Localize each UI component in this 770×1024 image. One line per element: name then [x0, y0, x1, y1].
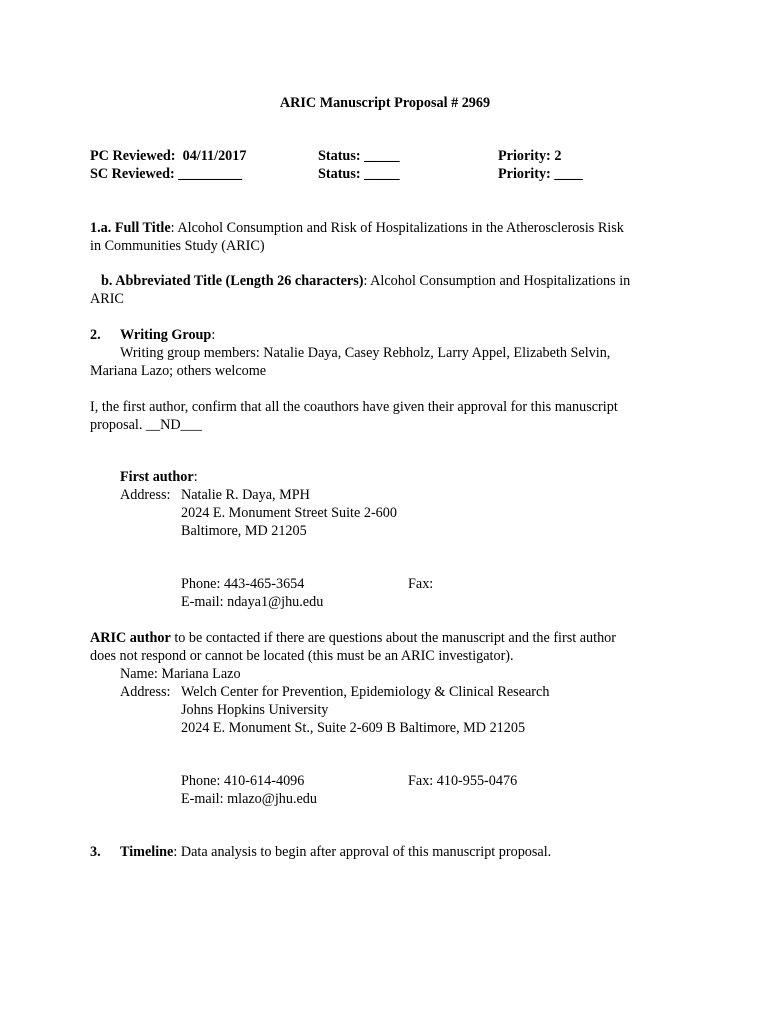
- first-author-fax: Fax:: [408, 576, 434, 592]
- aric-author-text: to be contacted if there are questions about the manuscript and the first author: [170, 630, 616, 646]
- aric-author-address-line1: Welch Center for Prevention, Epidemiology & Clinical Research: [181, 684, 550, 700]
- first-author-address-line1: Natalie R. Daya, MPH: [181, 487, 310, 503]
- abbrev-title-line1: [101, 272, 630, 290]
- aric-author-label: ARIC author: [90, 630, 171, 646]
- writing-group-heading: [120, 326, 215, 344]
- full-title-label: 1.a. Full Title: [90, 220, 171, 236]
- first-author-address-line3: Baltimore, MD 21205: [181, 523, 307, 539]
- pc-reviewed-label: PC Reviewed:: [90, 148, 176, 164]
- first-author-phone: Phone: 443-465-3654: [181, 576, 305, 592]
- full-title-line2: in Communities Study (ARIC): [90, 238, 265, 254]
- writing-group-members-line2: Mariana Lazo; others welcome: [90, 363, 267, 379]
- timeline-text: : Data analysis to begin after approval of this manuscript proposal.: [173, 844, 552, 860]
- aric-author-address-line2: Johns Hopkins University: [181, 702, 329, 718]
- aric-author-line1: [90, 629, 616, 647]
- aric-author-email: E-mail: mlazo@jhu.edu: [181, 791, 317, 807]
- document-title: ARIC Manuscript Proposal # 2969: [279, 95, 491, 111]
- full-title-line1: [90, 219, 624, 237]
- confirm-line2: proposal. __ND___: [90, 417, 202, 433]
- pc-reviewed: [90, 147, 246, 165]
- aric-author-address-line3: 2024 E. Monument St., Suite 2-609 B Baltimore, MD 21205: [181, 720, 526, 736]
- aric-author-phone: Phone: 410-614-4096: [181, 773, 305, 789]
- timeline-label: Timeline: [120, 844, 174, 860]
- abbrev-title-line2: ARIC: [90, 291, 124, 307]
- timeline-number: 3.: [90, 844, 101, 860]
- pc-status: Status: _____: [318, 148, 400, 164]
- first-author-email: E-mail: ndaya1@jhu.edu: [181, 594, 324, 610]
- confirm-line1: I, the first author, confirm that all the coauthors have given their approval for this manuscript: [90, 399, 618, 415]
- writing-group-label: Writing Group: [120, 327, 212, 343]
- pc-reviewed-value: 04/11/2017: [182, 148, 247, 164]
- full-title-text: : Alcohol Consumption and Risk of Hospitalizations in the Atherosclerosis Risk: [170, 220, 624, 236]
- writing-group-colon: :: [211, 327, 216, 343]
- aric-author-name: Name: Mariana Lazo: [120, 666, 241, 682]
- sc-status: Status: _____: [318, 166, 400, 182]
- first-author-colon: :: [193, 469, 198, 485]
- writing-group-members-line1: Writing group members: Natalie Daya, Casey Rebholz, Larry Appel, Elizabeth Selvin,: [120, 345, 611, 361]
- first-author-label: First author: [120, 469, 194, 485]
- first-author-address-line2: 2024 E. Monument Street Suite 2-600: [181, 505, 397, 521]
- sc-reviewed: SC Reviewed: _________: [90, 166, 243, 182]
- aric-author-address-label: Address:: [120, 684, 171, 700]
- abbrev-title-label: b. Abbreviated Title (Length 26 characters): [101, 273, 364, 289]
- timeline-line: [120, 843, 551, 861]
- abbrev-title-text: : Alcohol Consumption and Hospitalizations in: [363, 273, 631, 289]
- sc-priority: Priority: ____: [498, 166, 583, 182]
- aric-author-line2: does not respond or cannot be located (this must be an ARIC investigator).: [90, 648, 514, 664]
- pc-priority: Priority: 2: [498, 148, 562, 164]
- first-author-address-label: Address:: [120, 487, 171, 503]
- first-author-heading: [120, 468, 198, 486]
- aric-author-fax: Fax: 410-955-0476: [408, 773, 518, 789]
- writing-group-number: 2.: [90, 327, 101, 343]
